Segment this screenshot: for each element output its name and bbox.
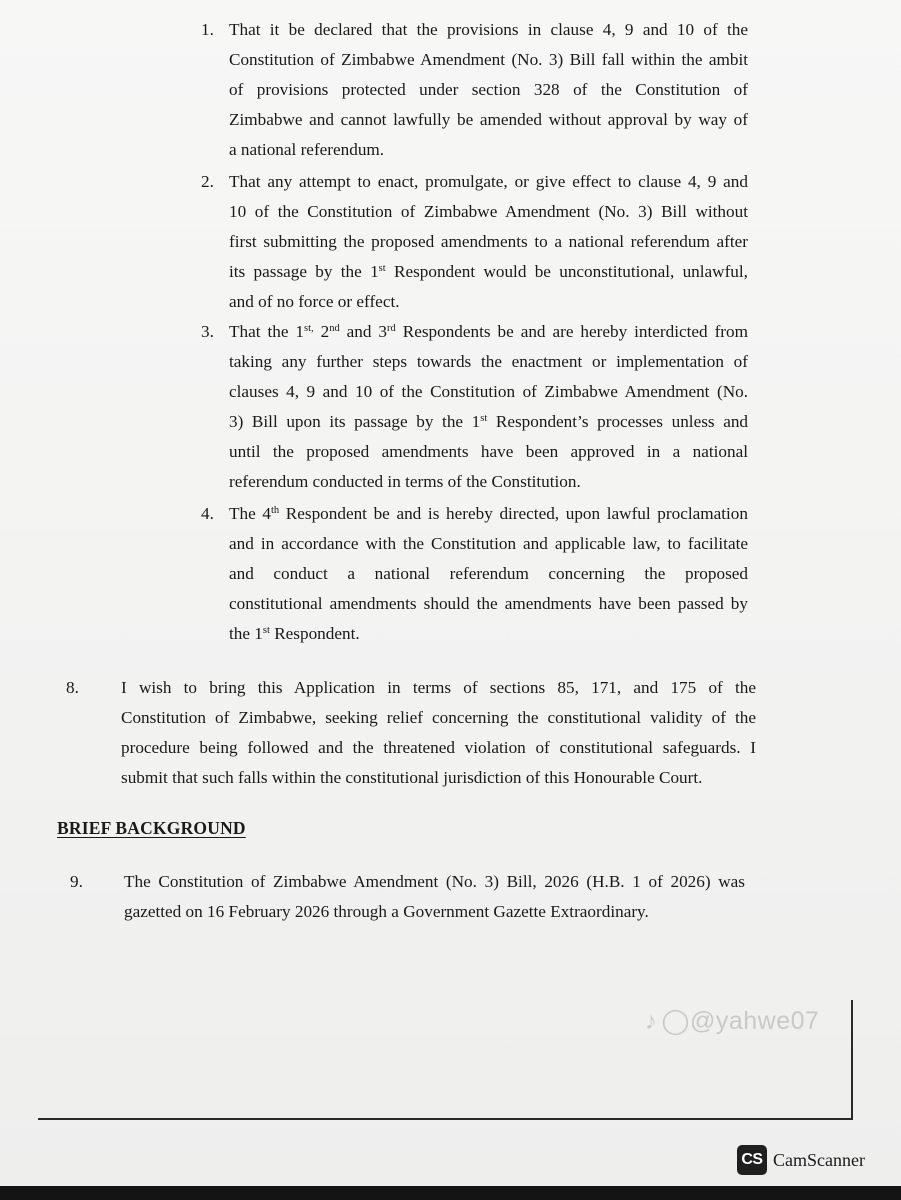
- text-line: procedure being followed and the threatened violation of constitutional safeguards. I: [121, 738, 756, 757]
- text-line: 3) Bill upon its passage by the 1st Respondent’s processes unless and: [229, 412, 749, 431]
- bottom-border: [0, 1186, 901, 1200]
- watermark-handle: @yahwe07: [689, 1007, 820, 1035]
- text-line: Constitution of Zimbabwe Amendment (No. 3) Bill fall within the ambit: [229, 50, 748, 69]
- text-line: The Constitution of Zimbabwe Amendment (No. 3) Bill, 2026 (H.B. 1 of 2026) was: [124, 872, 745, 891]
- page-edge: [851, 1000, 853, 1120]
- text-line: a national referendum.: [229, 140, 385, 159]
- text-line: constitutional amendments should the amendments have been passed by: [229, 594, 748, 613]
- watermark: [645, 1006, 819, 1036]
- text-line: I wish to bring this Application in terms of sections 85, 171, and 175 of the: [121, 678, 756, 697]
- text-line: and conduct a national referendum concerning the proposed: [229, 564, 748, 583]
- text-line: gazetted on 16 February 2026 through a Government Gazette Extraordinary.: [124, 902, 649, 921]
- text-line: submit that such falls within the constitutional jurisdiction of this Honourable Court.: [121, 768, 703, 787]
- item-number: 2.: [201, 172, 214, 191]
- text-line: until the proposed amendments have been approved in a national: [229, 442, 748, 461]
- text-line: Constitution of Zimbabwe, seeking relief concerning the constitutional validity of the: [121, 708, 756, 727]
- item-number: 3.: [201, 322, 214, 341]
- text-line: taking any further steps towards the enactment or implementation of: [229, 352, 748, 371]
- paragraph-number: 9.: [70, 872, 83, 891]
- section-heading: BRIEF BACKGROUND: [57, 818, 246, 838]
- text-line: That any attempt to enact, promulgate, or give effect to clause 4, 9 and: [229, 172, 748, 191]
- page-edge: [38, 1118, 853, 1120]
- item-number: 1.: [201, 20, 214, 39]
- text-line: of provisions protected under section 328 of the Constitution of: [229, 80, 748, 99]
- text-line: the 1st Respondent.: [229, 624, 360, 643]
- text-line: clauses 4, 9 and 10 of the Constitution of Zimbabwe Amendment (No.: [229, 382, 748, 401]
- text-line: referendum conducted in terms of the Constitution.: [229, 472, 581, 491]
- text-line: its passage by the 1st Respondent would be unconstitutional, unlawful,: [229, 262, 748, 281]
- paragraph-number: 8.: [66, 678, 79, 697]
- camscanner-label: CamScanner: [773, 1150, 865, 1170]
- text-line: and in accordance with the Constitution and applicable law, to facilitate: [229, 534, 748, 553]
- text-line: That the $1^{st,}$ 2nd and 3rd Respondents be and are hereby interdicted from: [229, 322, 748, 341]
- text-line: first submitting the proposed amendments to a national referendum after: [229, 232, 748, 251]
- person-icon: ◯: [661, 1007, 690, 1035]
- camscanner-logo-icon: CS: [737, 1145, 767, 1175]
- text-line: and of no force or effect.: [229, 292, 400, 311]
- text-line: The 4th Respondent be and is hereby directed, upon lawful proclamation: [229, 504, 748, 523]
- text-line: 10 of the Constitution of Zimbabwe Amendment (No. 3) Bill without: [229, 202, 748, 221]
- text-line: Zimbabwe and cannot lawfully be amended without approval by way of: [229, 110, 748, 129]
- tiktok-note-icon: ♪: [645, 1008, 658, 1035]
- text-line: That it be declared that the provisions in clause 4, 9 and 10 of the: [229, 20, 748, 39]
- item-number: 4.: [201, 504, 214, 523]
